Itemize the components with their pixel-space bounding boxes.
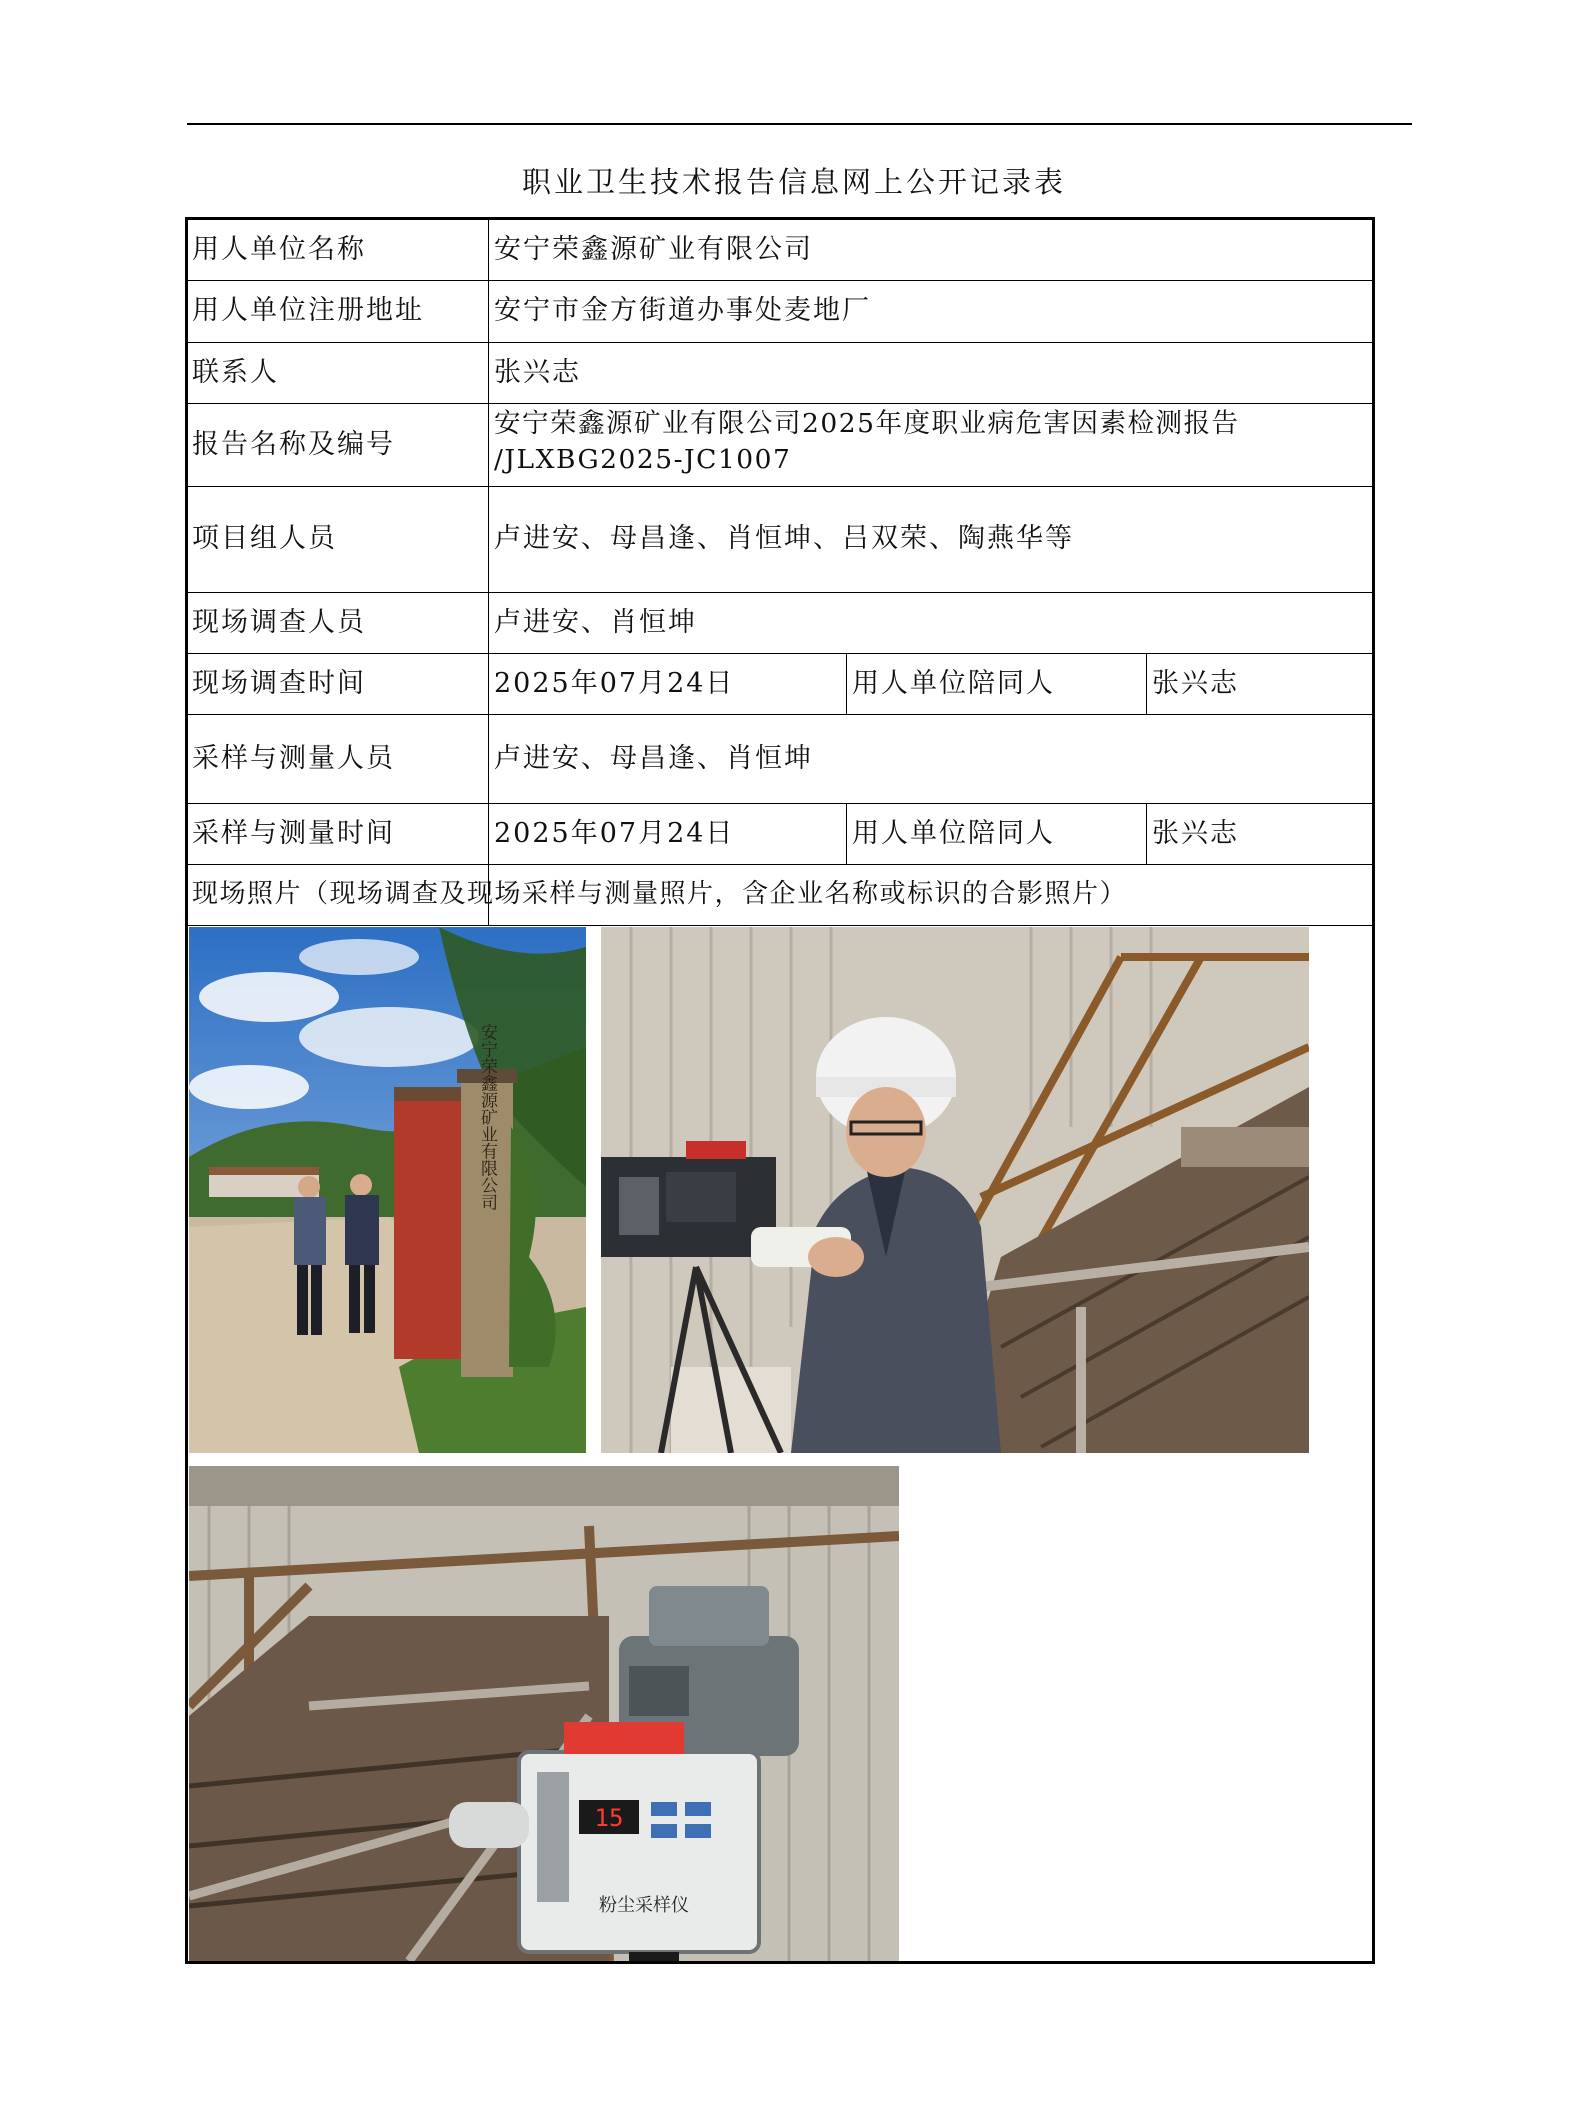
record-form-table — [185, 217, 1375, 1964]
header-rule — [187, 123, 1412, 125]
column-divider — [1146, 653, 1147, 714]
row-divider — [188, 925, 1372, 926]
sampling-staff-label: 采样与测量人员 — [192, 742, 395, 774]
survey-accompany-label: 用人单位陪同人 — [852, 667, 1055, 699]
survey-time-label: 现场调查时间 — [192, 667, 366, 699]
sampling-time-label: 采样与测量时间 — [192, 817, 395, 849]
photos-label: 现场照片（现场调查及现场采样与测量照片，含企业名称或标识的合影照片） — [192, 879, 1128, 910]
report-value — [490, 404, 1374, 486]
document-title: 职业卫生技术报告信息网上公开记录表 — [521, 165, 1066, 199]
sampling-staff-value: 卢进安、母昌逢、肖恒坤 — [494, 742, 813, 774]
dust-sampler-photo — [189, 1466, 899, 1961]
report-label: 报告名称及编号 — [192, 428, 395, 460]
sampling-accompany-value: 张兴志 — [1152, 817, 1239, 849]
sampling-technician-photo — [601, 927, 1309, 1453]
employer-address-label: 用人单位注册地址 — [192, 295, 424, 327]
survey-staff-label: 现场调查人员 — [192, 606, 366, 638]
gate-sign-text: 安宁荣鑫源矿业有限公司 — [477, 1023, 497, 1211]
employer-name-label: 用人单位名称 — [192, 233, 366, 265]
project-team-value: 卢进安、母昌逢、肖恒坤、吕双荣、陶燕华等 — [494, 523, 1074, 555]
report-name: 安宁荣鑫源矿业有限公司2025年度职业病危害因素检测报告 — [494, 408, 1240, 439]
report-number: /JLXBG2025-JC1007 — [494, 443, 792, 475]
column-divider — [846, 653, 847, 714]
sampling-accompany-label: 用人单位陪同人 — [852, 817, 1055, 849]
employer-name-value: 安宁荣鑫源矿业有限公司 — [494, 233, 813, 265]
gate-group-photo — [189, 927, 586, 1453]
contact-value: 张兴志 — [494, 356, 581, 388]
device-label-text: 粉尘采样仪 — [599, 1895, 689, 1916]
employer-address-value: 安宁市金方街道办事处麦地厂 — [494, 295, 871, 327]
column-divider — [488, 220, 489, 925]
column-divider — [1146, 803, 1147, 864]
device-display-text: 15 — [594, 1804, 624, 1832]
contact-label: 联系人 — [192, 356, 279, 388]
survey-accompany-value: 张兴志 — [1152, 667, 1239, 699]
survey-staff-value: 卢进安、肖恒坤 — [494, 606, 697, 638]
sampling-time-value: 2025年07月24日 — [494, 817, 735, 849]
project-team-label: 项目组人员 — [192, 523, 337, 555]
survey-time-value: 2025年07月24日 — [494, 667, 735, 699]
column-divider — [846, 803, 847, 864]
